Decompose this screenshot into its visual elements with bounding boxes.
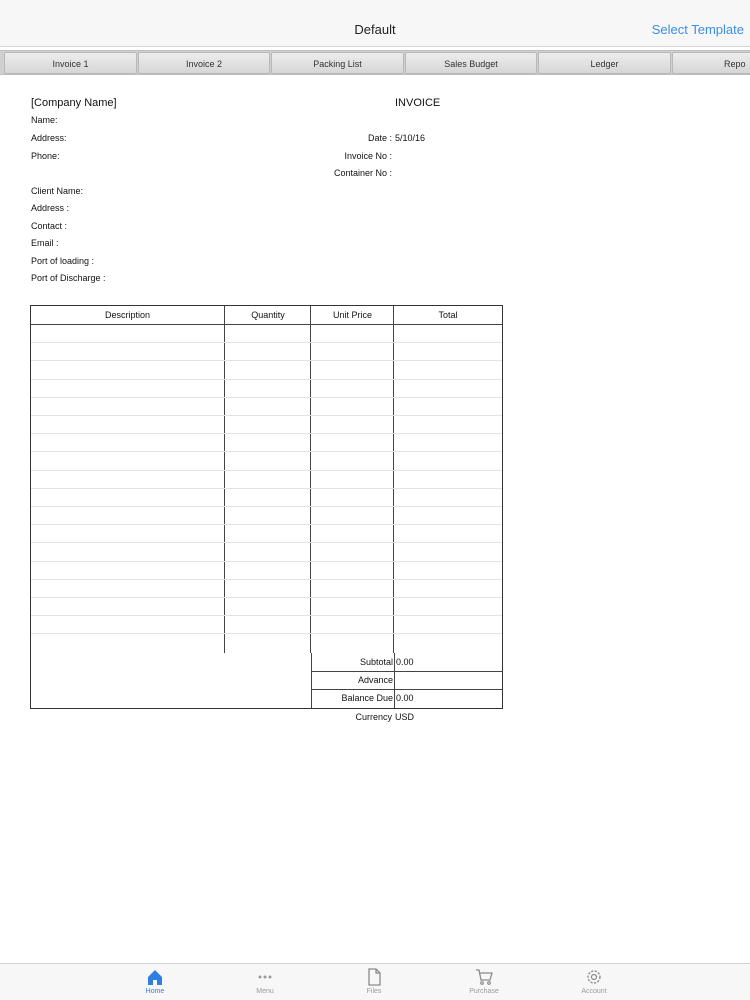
cart-icon	[444, 967, 524, 987]
company-name: [Company Name]	[31, 97, 117, 109]
nav-title: Default	[354, 22, 396, 37]
table-row[interactable]	[31, 415, 502, 416]
subtotal-value[interactable]: 0.00	[396, 657, 414, 667]
tab-sales-budget[interactable]: Sales Budget	[405, 52, 537, 74]
table-row[interactable]	[31, 470, 502, 471]
table-row[interactable]	[31, 342, 502, 343]
tab-account[interactable]	[554, 967, 634, 1000]
tab-purchase-label: Purchase	[469, 988, 499, 995]
tab-home-label: Home	[145, 988, 165, 995]
table-row[interactable]	[31, 579, 502, 580]
date-label: Date :	[367, 133, 392, 143]
container-no-label: Container No :	[333, 168, 392, 178]
totals-section	[30, 653, 503, 709]
table-row[interactable]	[31, 360, 502, 361]
table-row[interactable]	[31, 561, 502, 562]
bottom-tab-bar	[0, 963, 750, 1000]
tab-invoice-1[interactable]: Invoice 1	[4, 52, 137, 74]
table-row[interactable]	[31, 397, 502, 398]
balance-due-label: Balance Due	[341, 693, 393, 703]
column-header-quantity: Quantity	[251, 310, 285, 320]
table-row[interactable]	[31, 433, 502, 434]
line-items-table	[30, 305, 503, 709]
table-row[interactable]	[31, 615, 502, 616]
invoice-title: INVOICE	[395, 97, 441, 109]
subtotal-label: Subtotal	[359, 657, 393, 667]
tab-purchase[interactable]	[444, 967, 524, 1000]
port-of-loading-label: Port of loading :	[31, 256, 95, 266]
tab-files-label: Files	[366, 988, 382, 995]
column-divider	[310, 306, 311, 709]
tab-account-label: Account	[581, 988, 607, 995]
header-divider	[31, 324, 502, 325]
table-row[interactable]	[31, 633, 502, 634]
currency-value: USD	[395, 712, 415, 722]
address-label: Address:	[31, 133, 67, 143]
more-icon	[225, 967, 305, 987]
template-tab-bar	[0, 50, 750, 75]
email-label: Email :	[31, 238, 59, 248]
table-row[interactable]	[31, 506, 502, 507]
column-header-total: Total	[438, 310, 458, 320]
tab-report-label: Repo	[724, 59, 746, 69]
contact-label: Contact :	[31, 221, 68, 231]
tab-files[interactable]	[334, 967, 414, 1000]
client-name-label: Client Name:	[31, 186, 84, 196]
navigation-bar	[0, 0, 750, 47]
tab-menu-label: Menu	[256, 988, 274, 995]
table-row[interactable]	[31, 488, 502, 489]
column-divider	[224, 306, 225, 653]
tab-packing-list[interactable]: Packing List	[271, 52, 404, 74]
advance-label: Advance	[357, 675, 393, 685]
tab-menu[interactable]	[225, 967, 305, 1000]
table-row[interactable]	[31, 379, 502, 380]
invoice-no-label: Invoice No :	[344, 151, 392, 161]
home-icon	[115, 967, 195, 987]
phone-label: Phone:	[31, 151, 60, 161]
gear-icon	[554, 967, 634, 987]
table-row[interactable]	[31, 524, 502, 525]
port-of-discharge-label: Port of Discharge :	[31, 273, 106, 283]
table-row[interactable]	[31, 597, 502, 598]
tab-home[interactable]	[115, 967, 195, 1000]
file-icon	[334, 967, 414, 987]
select-template-button[interactable]: Select Template	[651, 22, 744, 37]
invoice-document[interactable]	[0, 76, 750, 963]
balance-due-value[interactable]: 0.00	[396, 693, 414, 703]
table-row[interactable]	[31, 542, 502, 543]
column-divider	[393, 306, 394, 709]
client-address-label: Address :	[31, 203, 70, 213]
totals-divider	[394, 653, 395, 708]
tab-report[interactable]	[672, 52, 750, 74]
tab-invoice-2[interactable]: Invoice 2	[138, 52, 270, 74]
name-label: Name:	[31, 115, 58, 125]
column-header-description: Description	[104, 310, 151, 320]
column-header-unit-price: Unit Price	[332, 310, 372, 320]
date-value: 5/10/16	[395, 133, 426, 143]
tab-ledger[interactable]: Ledger	[538, 52, 671, 74]
currency-label: Currency	[355, 712, 392, 722]
totals-row-divider	[311, 689, 503, 690]
table-row[interactable]	[31, 451, 502, 452]
totals-row-divider	[311, 671, 503, 672]
